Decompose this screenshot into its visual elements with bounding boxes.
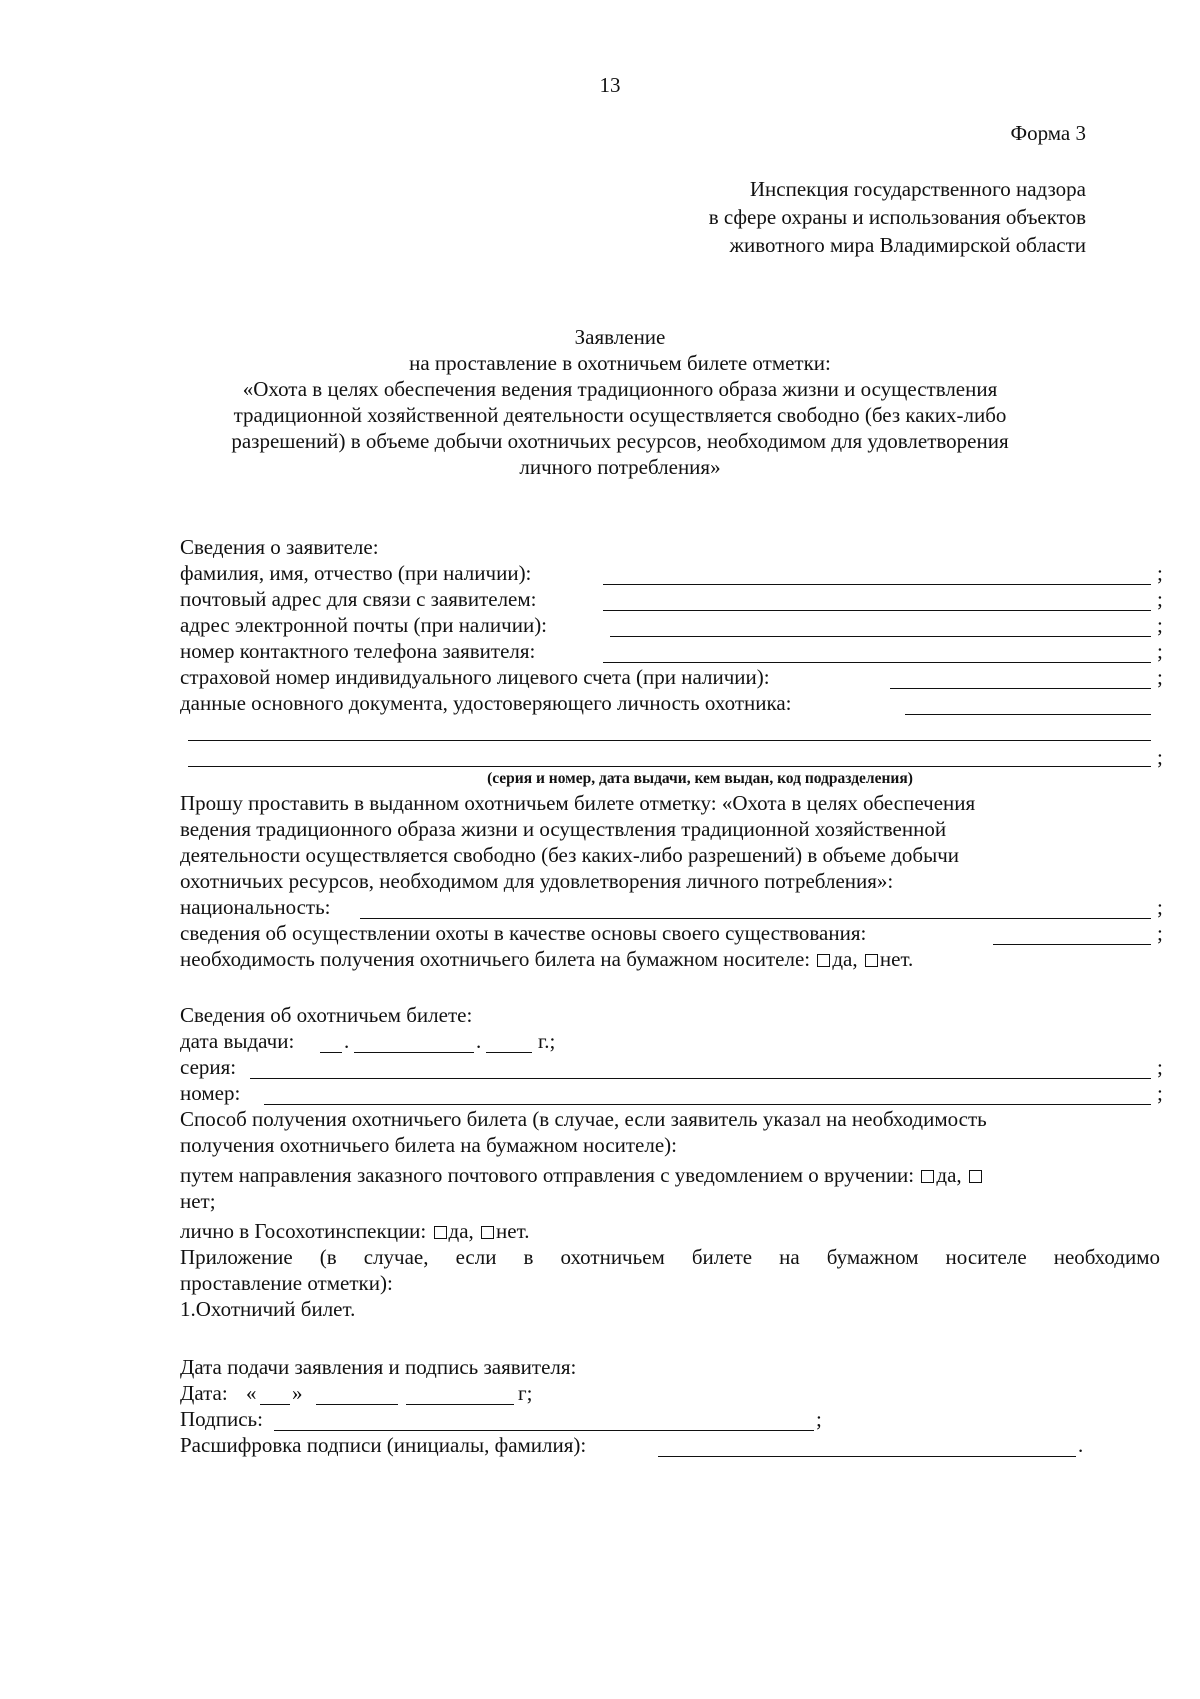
- request-line-3: деятельности осуществляется свободно (без каких-либо разрешений) в объеме добычи: [180, 843, 959, 867]
- hunting-basis-line[interactable]: [993, 944, 1151, 945]
- issue-day-line[interactable]: [320, 1052, 342, 1053]
- method-line-1: Способ получения охотничьего билета (в случае, если заявитель указал на необходимость: [180, 1107, 987, 1131]
- page-number: 13: [599, 73, 621, 97]
- quote-close: »: [292, 1381, 303, 1405]
- in-person-yes-label: да,: [448, 1219, 474, 1243]
- field-postal-address-label: почтовый адрес для связи с заявителем:: [180, 587, 537, 611]
- nationality-line[interactable]: [360, 918, 1151, 919]
- sign-line[interactable]: [274, 1430, 814, 1431]
- in-person-no-label: нет.: [496, 1219, 530, 1243]
- field-id-document-line-3[interactable]: [188, 766, 1151, 767]
- date-dot: .: [344, 1029, 350, 1053]
- quote-open: «: [246, 1381, 257, 1405]
- semicolon: ;: [1157, 587, 1163, 611]
- request-line-4: охотничьих ресурсов, необходимом для удовлетворения личного потребления»:: [180, 869, 894, 893]
- title-line-2: «Охота в целях обеспечения ведения традиционного образа жизни и осуществления: [242, 377, 998, 401]
- field-id-document-line-1[interactable]: [905, 714, 1151, 715]
- mail-no-label: нет;: [180, 1189, 216, 1213]
- paper-ticket-row: [180, 946, 913, 972]
- applicant-heading: Сведения о заявителе:: [180, 535, 379, 559]
- field-phone-line[interactable]: [603, 662, 1151, 663]
- issue-month-line[interactable]: [354, 1052, 474, 1053]
- title-line-1: на проставление в охотничьем билете отметки:: [409, 351, 831, 375]
- sign-month-line[interactable]: [316, 1404, 398, 1405]
- sign-year-line[interactable]: [406, 1404, 514, 1405]
- semicolon: ;: [1157, 639, 1163, 663]
- semicolon: ;: [1157, 665, 1163, 689]
- semicolon: ;: [1157, 613, 1163, 637]
- request-line-1: Прошу проставить в выданном охотничьем билете отметку: «Охота в целях обеспечения: [180, 791, 976, 815]
- field-snils-line[interactable]: [890, 688, 1151, 689]
- semicolon: ;: [1157, 895, 1163, 919]
- sign-day-line[interactable]: [260, 1404, 290, 1405]
- field-id-document-line-2[interactable]: [188, 740, 1151, 741]
- nationality-label: национальность:: [180, 895, 331, 919]
- attachment-line-1: Приложение (в случае, если в охотничьем билете на бумажном носителе необходимо: [180, 1245, 1160, 1269]
- in-person-label: лично в Госохотинспекции:: [180, 1219, 427, 1243]
- field-id-document-label: данные основного документа, удостоверяющего личность охотника:: [180, 691, 792, 715]
- semicolon: ;: [1157, 1081, 1163, 1105]
- issue-year-line[interactable]: [486, 1052, 532, 1053]
- field-phone-label: номер контактного телефона заявителя:: [180, 639, 536, 663]
- addressee-line-3: животного мира Владимирской области: [729, 233, 1086, 257]
- issue-date-label: дата выдачи:: [180, 1029, 295, 1053]
- paper-ticket-yes-checkbox[interactable]: [817, 954, 830, 967]
- mail-yes-label: да,: [936, 1163, 962, 1187]
- hunting-basis-label: сведения об осуществлении охоты в качестве основы своего существования:: [180, 921, 867, 945]
- in-person-row: [180, 1218, 529, 1244]
- semicolon: ;: [1157, 921, 1163, 945]
- method-line-2: получения охотничьего билета на бумажном носителе):: [180, 1133, 678, 1157]
- document-heading: Заявление: [574, 325, 666, 349]
- series-line[interactable]: [250, 1078, 1151, 1079]
- sign-date-label: Дата:: [180, 1381, 228, 1405]
- series-label: серия:: [180, 1055, 237, 1079]
- sign-label: Подпись:: [180, 1407, 263, 1431]
- paper-ticket-label: необходимость получения охотничьего билета на бумажном носителе:: [180, 947, 811, 971]
- form-label: Форма 3: [1010, 121, 1086, 145]
- field-full-name-label: фамилия, имя, отчество (при наличии):: [180, 561, 532, 585]
- request-line-2: ведения традиционного образа жизни и осуществления традиционной хозяйственной: [180, 817, 947, 841]
- sign-decode-line[interactable]: [658, 1456, 1076, 1457]
- mail-option-row: [180, 1162, 984, 1188]
- paper-ticket-no-checkbox[interactable]: [865, 954, 878, 967]
- sign-year-suffix: г;: [518, 1381, 533, 1405]
- addressee-line-1: Инспекция государственного надзора: [749, 177, 1086, 201]
- field-email-label: адрес электронной почты (при наличии):: [180, 613, 548, 637]
- addressee-line-2: в сфере охраны и использования объектов: [708, 205, 1086, 229]
- ticket-heading: Сведения об охотничьем билете:: [180, 1003, 473, 1027]
- semicolon: ;: [1157, 1055, 1163, 1079]
- title-line-3: традиционной хозяйственной деятельности осуществляется свободно (без каких-либо: [233, 403, 1007, 427]
- mail-yes-checkbox[interactable]: [921, 1170, 934, 1183]
- mail-no-checkbox[interactable]: [969, 1170, 982, 1183]
- number-line[interactable]: [264, 1104, 1151, 1105]
- signature-heading: Дата подачи заявления и подпись заявителя:: [180, 1355, 577, 1379]
- semicolon: ;: [1157, 561, 1163, 585]
- field-postal-address-line[interactable]: [603, 610, 1151, 611]
- semicolon: ;: [816, 1407, 822, 1431]
- in-person-no-checkbox[interactable]: [481, 1226, 494, 1239]
- number-label: номер:: [180, 1081, 241, 1105]
- field-snils-label: страховой номер индивидуального лицевого счета (при наличии):: [180, 665, 770, 689]
- field-email-line[interactable]: [610, 636, 1151, 637]
- attachment-line-2: проставление отметки):: [180, 1271, 393, 1295]
- issue-year-suffix: г.;: [538, 1029, 556, 1053]
- date-dot: .: [476, 1029, 482, 1053]
- attachment-item: 1.Охотничий билет.: [180, 1297, 356, 1321]
- id-document-caption: (серия и номер, дата выдачи, кем выдан, код подразделения): [487, 770, 913, 787]
- title-line-4: разрешений) в объеме добычи охотничьих ресурсов, необходимом для удовлетворения: [231, 429, 1009, 453]
- period: .: [1078, 1433, 1084, 1457]
- paper-ticket-yes-label: да,: [832, 947, 858, 971]
- paper-ticket-no-label: нет.: [879, 947, 914, 971]
- semicolon: ;: [1157, 745, 1163, 769]
- sign-decode-label: Расшифровка подписи (инициалы, фамилия):: [180, 1433, 587, 1457]
- mail-option-label: путем направления заказного почтового отправления с уведомлением о вручении:: [180, 1163, 915, 1187]
- field-full-name-line[interactable]: [603, 584, 1151, 585]
- title-line-5: личного потребления»: [519, 455, 721, 479]
- in-person-yes-checkbox[interactable]: [434, 1226, 447, 1239]
